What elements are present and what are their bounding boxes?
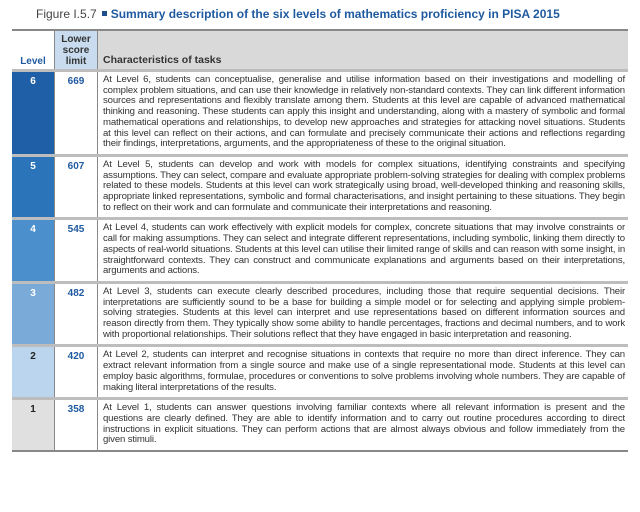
table-row <box>12 155 628 219</box>
level-cell: 6 <box>12 71 55 156</box>
level-cell: 1 <box>12 399 55 451</box>
score-cell: 420 <box>55 346 98 399</box>
score-cell: 545 <box>55 219 98 283</box>
table-row <box>12 399 628 451</box>
header-score: Lower score limit <box>55 30 98 71</box>
figure-number: Figure I.5.7 <box>36 7 97 21</box>
score-cell: 607 <box>55 155 98 219</box>
level-cell: 2 <box>12 346 55 399</box>
description-cell: At Level 3, students can execute clearly described procedures, including those that require sequential decisions. Their interpretations are sufficiently sound to be a base for building a simple model or for selecting and applying simple problem-solving strategies. Students at this level can interpret and use representations based on different information sources and reason directly from them. They typically show some ability to handle percentages, fractions and decimal numbers, and to work with proportional relationships. Their solutions reflect that they have engaged in basic interpretation and reasoning. <box>98 282 629 346</box>
header-level: Level <box>12 30 55 71</box>
score-cell: 482 <box>55 282 98 346</box>
bullet-icon <box>102 11 107 16</box>
figure-heading: Summary description of the six levels of mathematics proficiency in PISA 2015 <box>110 7 560 21</box>
level-cell: 5 <box>12 155 55 219</box>
header-row <box>12 30 628 71</box>
score-cell: 358 <box>55 399 98 451</box>
description-cell: At Level 1, students can answer questions involving familiar contexts where all relevant information is present and the questions are clearly defined. They are able to identify information and to carry out routine procedures according to direct instructions in explicit situations. They can perform actions that are almost always obvious and follow immediately from the given stimuli. <box>98 399 629 451</box>
description-cell: At Level 4, students can work effectively with explicit models for complex, concrete situations that may involve constraints or call for making assumptions. They can select and integrate different representations, including symbolic, linking them directly to aspects of real-world situations. Students at this level can utilise their limited range of skills and can reason with some insight, in straightforward contexts. They can construct and communicate explanations and arguments based on their interpretations, arguments and actions. <box>98 219 629 283</box>
score-cell: 669 <box>55 71 98 156</box>
header-characteristics: Characteristics of tasks <box>98 30 629 71</box>
level-cell: 4 <box>12 219 55 283</box>
table-row <box>12 71 628 156</box>
description-cell: At Level 5, students can develop and work with models for complex situations, identifying constraints and specifying assumptions. They can select, compare and evaluate appropriate problem-solving strategies for dealing with complex problems related to these models. Students at this level can work strategically using broad, well-developed thinking and reasoning skills, appropriate linked representations, symbolic and formal characterisations, and insight pertaining to these situations. They begin to reflect on their work and can formulate and communicate their interpretations and reasoning. <box>98 155 629 219</box>
proficiency-table <box>12 29 628 452</box>
description-cell: At Level 2, students can interpret and recognise situations in contexts that require no more than direct inference. They can extract relevant information from a single source and make use of a single representational mode. Students at this level can employ basic algorithms, formulae, procedures or conventions to solve problems involving whole numbers. They are capable of making literal interpretations of the results. <box>98 346 629 399</box>
level-cell: 3 <box>12 282 55 346</box>
description-cell: At Level 6, students can conceptualise, generalise and utilise information based on their investigations and modelling of complex problem situations, and can use their knowledge in relatively non-standard contexts. They can link different information sources and representations and flexibly translate among them. Students at this level are capable of advanced mathematical thinking and reasoning. These students can apply this insight and understanding, along with a mastery of symbolic and formal mathematical operations and relationships, to develop new approaches and strategies for attacking novel situations. Students at this level can reflect on their actions, and can formulate and precisely communicate their actions and reflections regarding their findings, interpretations, arguments, and the appropriateness of these to the original situation. <box>98 71 629 156</box>
figure-title <box>36 7 560 21</box>
table-row <box>12 282 628 346</box>
table-row <box>12 346 628 399</box>
table-row <box>12 219 628 283</box>
